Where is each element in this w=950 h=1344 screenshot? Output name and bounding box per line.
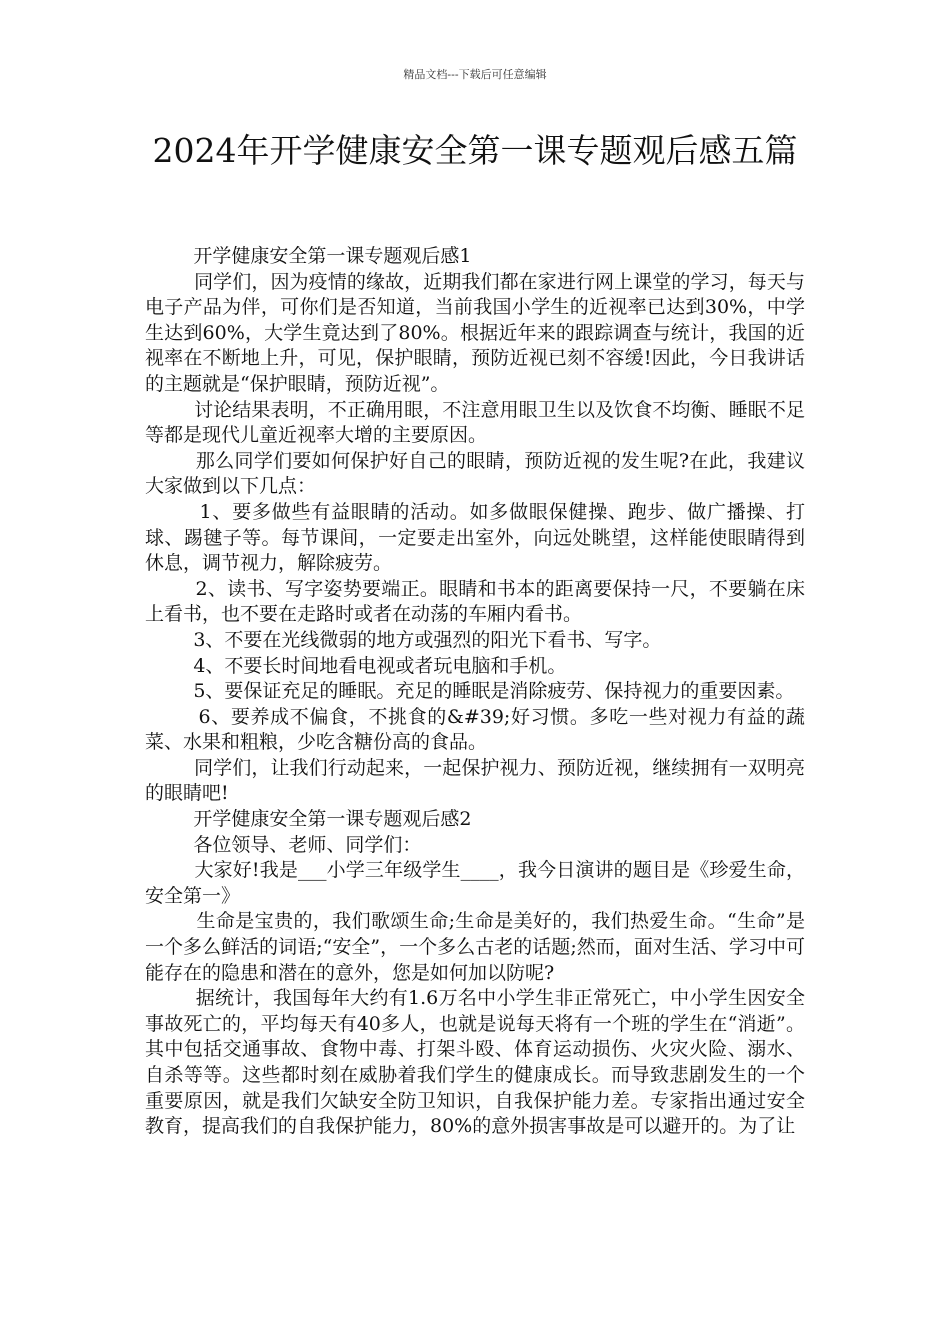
document-title: 2024年开学健康安全第一课专题观后感五篇 <box>152 131 798 170</box>
list-item: 6、要养成不偏食，不挑食的&#39;好习惯。多吃一些对视力有益的蔬菜、水果和粗粮，少吃含糖份高的食品。 <box>145 705 805 754</box>
paragraph: 同学们，让我们行动起来，一起保护视力、预防近视，继续拥有一双明亮的眼睛吧! <box>145 756 805 805</box>
list-item: 3、不要在光线微弱的地方或强烈的阳光下看书、写字。 <box>145 628 662 651</box>
paragraph: 大家好!我是___小学三年级学生____，我今日演讲的题目是《珍爱生命，安全第一》 <box>145 859 805 907</box>
paragraph: 讨论结果表明，不正确用眼，不注意用眼卫生以及饮食不均衡、睡眠不足等都是现代儿童近视率大增的主要原因。 <box>145 398 805 447</box>
paragraph: 生命是宝贵的，我们歌颂生命;生命是美好的，我们热爱生命。“生命”是一个多么鲜活的词语;“安全”，一个多么古老的话题;然而，面对生活、学习中可能存在的隐患和潜在的意外，您是如何加以防呢? <box>145 910 805 984</box>
paragraph-section-heading-2: 开学健康安全第一课专题观后感2 <box>145 808 472 831</box>
list-item: 5、要保证充足的睡眠。充足的睡眠是消除疲劳、保持视力的重要因素。 <box>145 680 795 703</box>
list-item: 4、不要长时间地看电视或者玩电脑和手机。 <box>145 654 567 677</box>
header-note: 精品文档---下载后可任意编辑 <box>403 68 547 81</box>
paragraph-salutation: 各位领导、老师、同学们： <box>145 833 422 856</box>
paragraph: 据统计，我国每年大约有1.6万名中小学生非正常死亡，中小学生因安全事故死亡的，平均每天有40多人，也就是说每天将有一个班的学生在“消逝”。其中包括交通事故、食物中毒、打架斗殴、体育运动损伤、火灾火险、溺水、自杀等等。这些都时刻在威胁着我们学生的健康成长。而导致悲剧发生的一个重要原因，就是我们欠缺安全防卫知识，自我保护能力差。专家指出通过安全教育，提高我们的自我保护能力，80%的意外损害事故是可以避开的。为了让 <box>145 987 805 1138</box>
document-body <box>145 244 805 1140</box>
paragraph-section-heading-1: 开学健康安全第一课专题观后感1 <box>145 245 472 267</box>
list-item: 1、要多做些有益眼睛的活动。如多做眼保健操、跑步、做广播操、打球、踢毽子等。每节课间，一定要走出室外，向远处眺望，这样能使眼睛得到休息，调节视力，解除疲劳。 <box>145 500 805 575</box>
paragraph: 那么同学们要如何保护好自己的眼睛，预防近视的发生呢?在此，我建议大家做到以下几点： <box>145 449 805 498</box>
paragraph: 同学们，因为疫情的缘故，近期我们都在家进行网上课堂的学习，每天与电子产品为伴，可你们是否知道，当前我国小学生的近视率已达到30%，中学生达到60%，大学生竟达到了80%。根据近年来的跟踪调查与统计，我国的近视率在不断地上升，可见，保护眼睛，预防近视已刻不容缓!因此，今日我讲话的主题就是“保护眼睛，预防近视”。 <box>145 270 805 395</box>
list-item: 2、读书、写字姿势要端正。眼睛和书本的距离要保持一尺，不要躺在床上看书，也不要在走路时或者在动荡的车厢内看书。 <box>145 577 805 626</box>
